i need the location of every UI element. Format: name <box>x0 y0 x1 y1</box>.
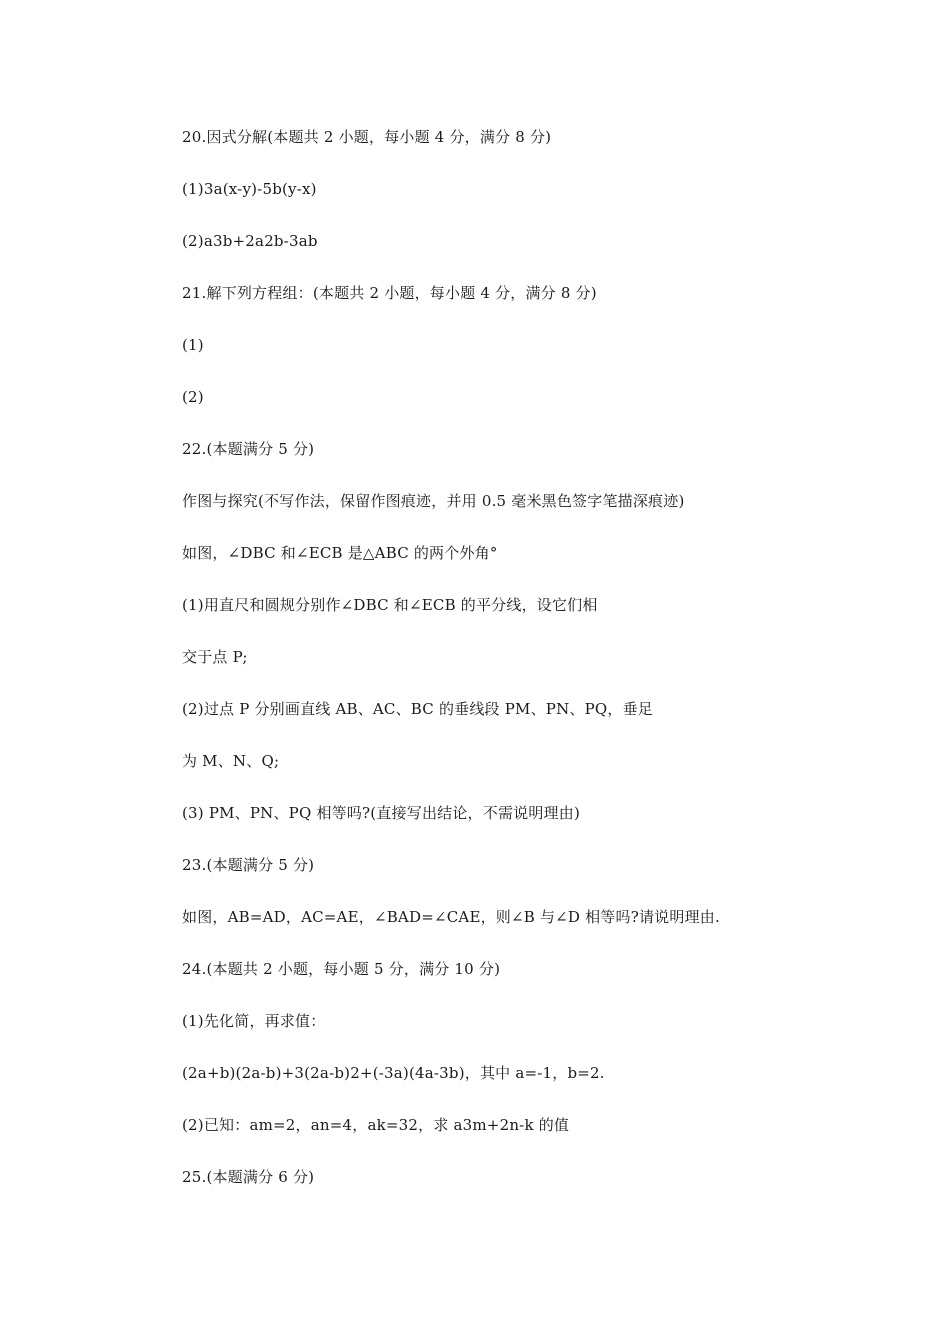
question-22-figure-note: 如图，∠DBC 和∠ECB 是△ABC 的两个外角° <box>182 544 498 562</box>
question-22-part-1: (1)用直尺和圆规分别作∠DBC 和∠ECB 的平分线，设它们相 <box>182 596 598 614</box>
question-20-part-2: (2)a3b+2a2b-3ab <box>182 232 318 250</box>
question-23-body: 如图，AB=AD，AC=AE，∠BAD=∠CAE，则∠B 与∠D 相等吗?请说明理由. <box>182 908 720 926</box>
question-22-part-1-cont: 交于点 P; <box>182 648 248 666</box>
question-22-part-2-cont: 为 M、N、Q; <box>182 752 280 770</box>
question-24-part-2: (2)已知：am=2，an=4，ak=32，求 a3m+2n-k 的值 <box>182 1116 570 1134</box>
question-21-part-1: (1) <box>182 336 204 354</box>
question-23-heading: 23.(本题满分 5 分) <box>182 856 315 874</box>
question-20-heading: 20.因式分解(本题共 2 小题，每小题 4 分，满分 8 分) <box>182 128 552 146</box>
question-22-part-2: (2)过点 P 分别画直线 AB、AC、BC 的垂线段 PM、PN、PQ，垂足 <box>182 700 653 718</box>
question-22-heading: 22.(本题满分 5 分) <box>182 440 315 458</box>
question-24-part-1-expression: (2a+b)(2a-b)+3(2a-b)2+(-3a)(4a-3b)，其中 a=-1，b=2. <box>182 1064 605 1082</box>
question-20-part-1: (1)3a(x-y)-5b(y-x) <box>182 180 317 198</box>
question-25-heading: 25.(本题满分 6 分) <box>182 1168 315 1186</box>
question-24-part-1: (1)先化简，再求值： <box>182 1012 326 1030</box>
question-21-heading: 21.解下列方程组：(本题共 2 小题，每小题 4 分，满分 8 分) <box>182 284 597 302</box>
question-22-instructions: 作图与探究(不写作法，保留作图痕迹，并用 0.5 毫米黑色签字笔描深痕迹) <box>182 492 685 510</box>
question-24-heading: 24.(本题共 2 小题，每小题 5 分，满分 10 分) <box>182 960 501 978</box>
question-22-part-3: (3) PM、PN、PQ 相等吗?(直接写出结论，不需说明理由) <box>182 804 580 822</box>
question-21-part-2: (2) <box>182 388 204 406</box>
